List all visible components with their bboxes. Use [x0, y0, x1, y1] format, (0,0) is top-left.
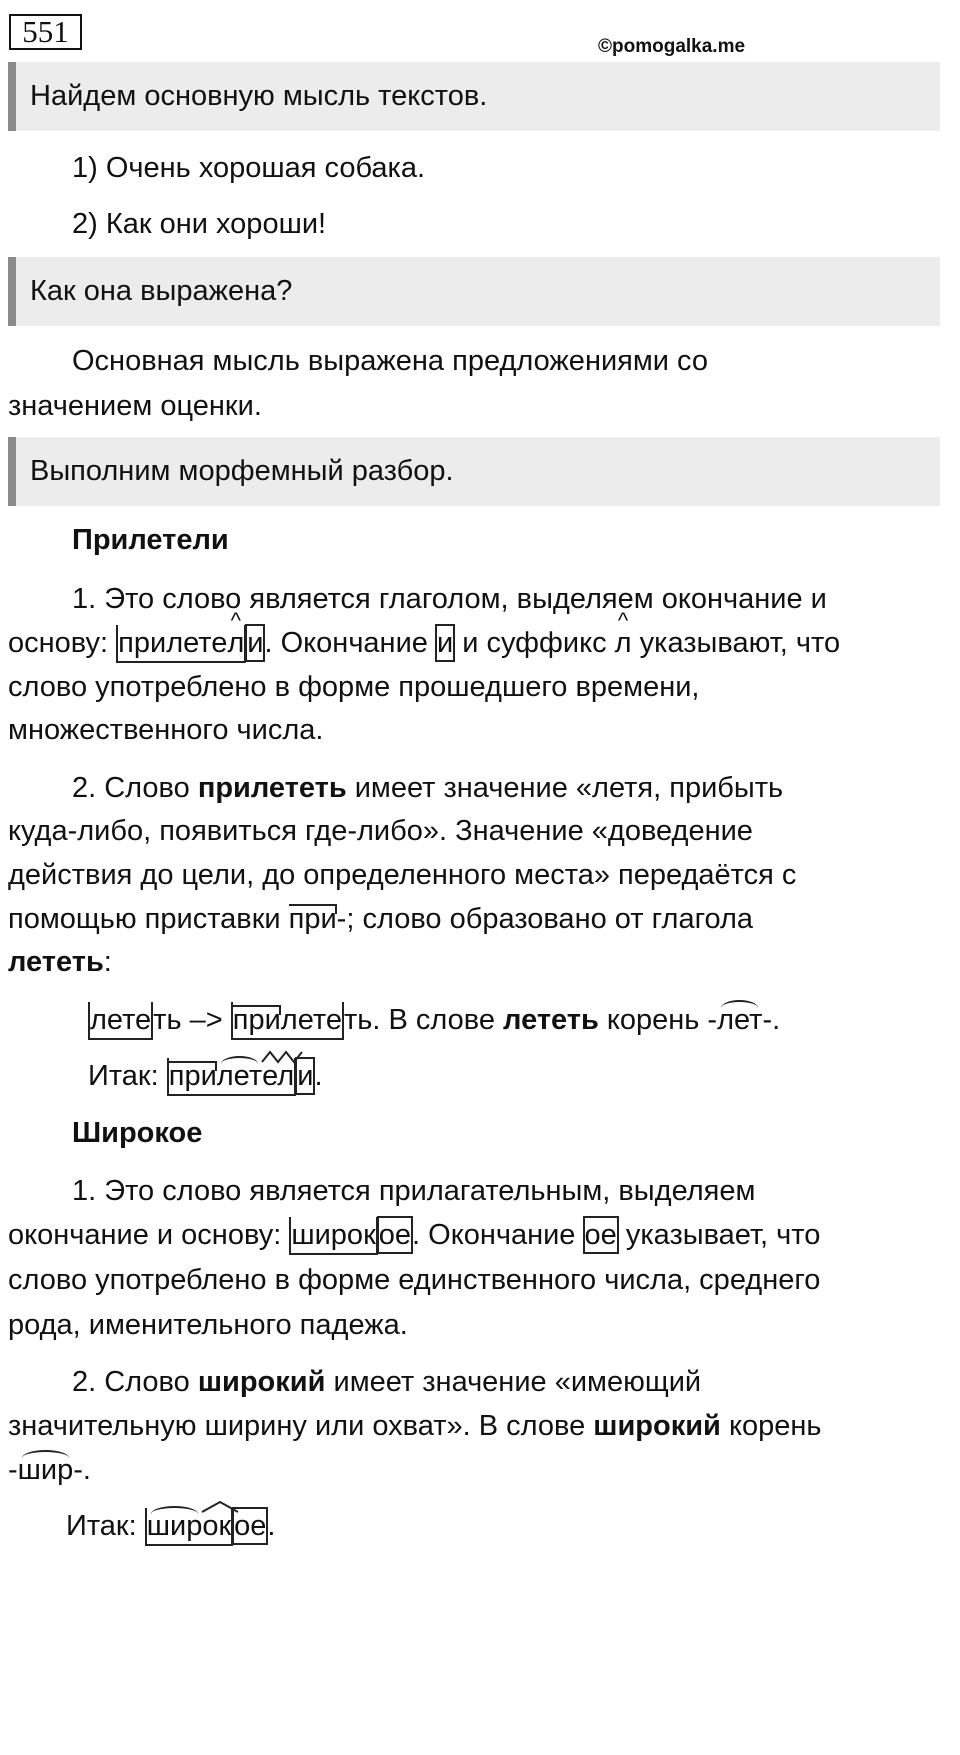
arrow: –> [181, 1004, 231, 1036]
morpheme-ending: ое [234, 1510, 267, 1542]
morpheme-prefix: при [288, 903, 337, 935]
section-title: Как она выражена? [30, 275, 293, 307]
text-span: указывает, что [617, 1219, 821, 1251]
text-span: окончание и основу: [8, 1219, 290, 1251]
text-line: 1) Очень хорошая собака. [72, 152, 426, 184]
source-label: ©pomogalka.me [598, 36, 746, 57]
text-span: : [103, 946, 112, 978]
bold-word: широкий [593, 1410, 721, 1442]
morpheme-stem: лете [88, 1002, 153, 1040]
text-span: ть [153, 1004, 182, 1036]
text-line: рода, именительного падежа. [8, 1309, 408, 1341]
derivation-line [88, 1002, 780, 1040]
text-span: ел [262, 1060, 295, 1092]
text-line: Основная мысль выражена предложениями со [72, 345, 709, 377]
section-bar-expression [8, 257, 940, 326]
text-span: ок [202, 1510, 232, 1542]
text-span: . Окончание [412, 1219, 584, 1251]
text-line: 1. Это слово является глаголом, выделяем окончание и [72, 583, 827, 615]
section-bar-main-idea [8, 62, 940, 131]
text-span: корень - [598, 1004, 718, 1036]
morpheme-ending: ое [584, 1219, 617, 1251]
text-line: действия до цели, до определенного места» передаётся с [8, 859, 797, 891]
morpheme-ending: и [247, 627, 264, 659]
result-label: Итак: [88, 1060, 167, 1092]
text-span: -; слово образовано от глагола [336, 903, 754, 935]
morpheme-suffix [202, 1508, 231, 1544]
morpheme-suffix: ^ л [227, 625, 244, 661]
text-span: корень [720, 1410, 822, 1442]
text-span: значительную ширину или охват». В слове [8, 1410, 594, 1442]
morpheme-root: шир [146, 1510, 203, 1542]
text-span: основу: [8, 627, 117, 659]
text-line: 1. Это слово является прилагательным, выделяем [72, 1175, 756, 1207]
text-line [8, 901, 753, 937]
text-span: помощью приставки [8, 903, 289, 935]
morpheme-root: шир [17, 1454, 74, 1486]
text-line: множественного числа. [8, 714, 324, 746]
text-line [8, 1452, 91, 1488]
morpheme-stem [145, 1508, 233, 1546]
morpheme-ending: и [436, 627, 454, 659]
word-heading: Широкое [72, 1117, 203, 1149]
text-span: 2. Слово [72, 1366, 198, 1398]
text-span: и суффикс [454, 627, 615, 659]
word-heading: Прилетели [72, 524, 229, 556]
text-span: - [8, 1454, 18, 1486]
text-span: -. [762, 1004, 781, 1036]
text-span: 2. Слово [72, 772, 198, 804]
text-span: прилете [118, 627, 228, 659]
morpheme-prefix: при [232, 1004, 281, 1036]
morpheme-ending: ое [378, 1219, 412, 1251]
morpheme-prefix: при [168, 1060, 217, 1092]
text-span: -. [73, 1454, 91, 1486]
text-line: слово употреблено в форме единственного числа, среднего [8, 1264, 821, 1296]
text-line [8, 625, 840, 663]
bold-word: лететь [503, 1004, 599, 1036]
section-title: Выполним морфемный разбор. [30, 455, 454, 487]
text-line [72, 770, 783, 806]
text-line [8, 944, 112, 980]
text-span: . В слове [372, 1004, 504, 1036]
text-span: ть [343, 1004, 373, 1036]
morpheme-stem [116, 625, 246, 663]
text-line [8, 1408, 821, 1444]
section-bar-morpheme [8, 437, 940, 506]
text-span: . [267, 1510, 276, 1542]
section-title: Найдем основную мысль текстов. [30, 80, 488, 112]
result-line [66, 1508, 275, 1546]
text-span: . [314, 1060, 323, 1092]
morpheme-suffix: ^ л [615, 625, 632, 661]
morpheme-ending: и [297, 1060, 314, 1092]
morpheme-stem [231, 1002, 344, 1040]
text-line: куда-либо, появиться где-либо». Значение «доведение [8, 815, 753, 847]
text-span: указывают, что [631, 627, 841, 659]
text-line: 2) Как они хороши! [72, 208, 327, 240]
morpheme-root: лет [216, 1060, 263, 1092]
morpheme-stem [167, 1058, 297, 1096]
text-line [8, 1217, 820, 1255]
text-span: . Окончание [264, 627, 436, 659]
exercise-number: 551 [9, 14, 82, 50]
text-span: лете [280, 1004, 342, 1036]
morpheme-suffix [262, 1058, 294, 1094]
result-line [88, 1058, 323, 1096]
text-span: имеет значение «имеющий [325, 1366, 702, 1398]
bold-word: широкий [197, 1366, 326, 1398]
morpheme-stem: широк [289, 1217, 377, 1255]
text-span: имеет значение «летя, прибыть [346, 772, 784, 804]
text-line [72, 1364, 701, 1400]
bold-word: прилететь [197, 772, 347, 804]
text-line: слово употреблено в форме прошедшего времени, [8, 671, 700, 703]
morpheme-root: лет [717, 1004, 763, 1036]
text-line: значением оценки. [8, 390, 262, 422]
bold-word: лететь [8, 946, 104, 978]
result-label: Итак: [66, 1510, 145, 1542]
